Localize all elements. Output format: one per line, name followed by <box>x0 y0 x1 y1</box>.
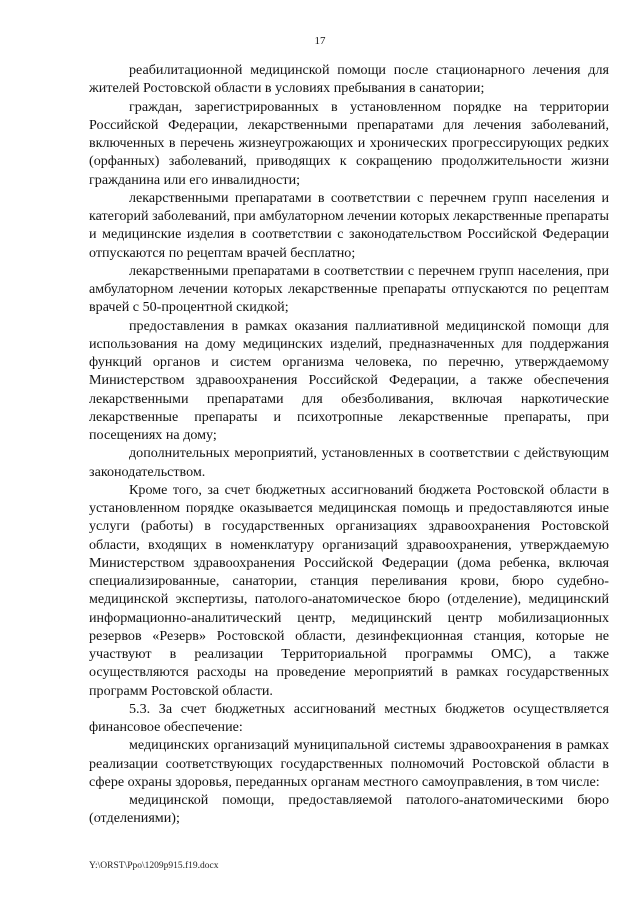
document-body <box>89 61 609 828</box>
paragraph-discount-prescriptions: лекарственными препаратами в соответствии с перечнем групп населения, при амбулаторном лечении которых лекарственные препараты отпускаются по рецептам врачей с 50-процентной скидкой; <box>89 262 609 316</box>
paragraph-regional-budget: Кроме того, за счет бюджетных ассигнований бюджета Ростовской области в установленном порядке оказывается медицинская помощь и предоставляются иные услуги (работы) в государственных организациях здравоохранения Ростовской области, входящих в номенклатуру организаций здравоохранения, утверждаемую Министерством здравоохранения Российской Федерации (дома ребенка, включая специализированные, санатории, станция переливания крови, бюро судебно-медицинской экспертизы, патолого-анатомическое бюро (отделение), медицинский информационно-аналитический центр, медицинский центр мобилизационных резервов «Резерв» Ростовской области, дезинфекционная станция, которые не участвуют в реализации Территориальной программы ОМС), а также осуществляются расходы на проведение мероприятий в рамках государственных программ Ростовской области. <box>89 481 609 699</box>
paragraph-additional-measures: дополнительных мероприятий, установленных в соответствии с действующим законодательством. <box>89 445 609 480</box>
paragraph-municipal-organizations: медицинских организаций муниципальной системы здравоохранения в рамках реализации соответствующих государственных полномочий Ростовской области в сфере охраны здоровья, переданных органам местного самоуправления, в том числе: <box>89 737 609 790</box>
paragraph-pathology-bureau: медицинской помощи, предоставляемой патолого-анатомическими бюро (отделениями); <box>89 792 609 827</box>
paragraph-palliative-care: предоставления в рамках оказания паллиативной медицинской помощи для использования на дому медицинских изделий, предназначенных для поддержания функций органов и систем организма человека, по перечню, утверждаемому Министерством здравоохранения Российской Федерации, а также обеспечения лекарственными препаратами для обезболивания, включая наркотические лекарственные препараты и психотропные лекарственные препараты, при посещениях на дому; <box>89 317 609 443</box>
paragraph-free-prescriptions: лекарственными препаратами в соответствии с перечнем групп населения и категорий заболеваний, при амбулаторном лечении которых лекарственные препараты и медицинские изделия в соответствии с законодательством Российской Федерации отпускаются по рецептам врачей бесплатно; <box>89 189 609 261</box>
paragraph-section-5-3: 5.3. За счет бюджетных ассигнований местных бюджетов осуществляется финансовое обеспечение: <box>89 700 609 735</box>
paragraph-rehabilitation: реабилитационной медицинской помощи после стационарного лечения для жителей Ростовской области в условиях пребывания в санатории; <box>89 62 609 97</box>
page-number: 17 <box>314 35 326 47</box>
footer-file-path: Y:\ORST\Ppo\1209p915.f19.docx <box>89 861 219 871</box>
paragraph-orphan-diseases: граждан, зарегистрированных в установленном порядке на территории Российской Федерации, лекарственными препаратами для лечения заболеваний, включенных в перечень жизнеугрожающих и хронических прогрессирующих редких (орфанных) заболеваний, приводящих к сокращению продолжительности жизни гражданина или его инвалидности; <box>89 98 609 188</box>
